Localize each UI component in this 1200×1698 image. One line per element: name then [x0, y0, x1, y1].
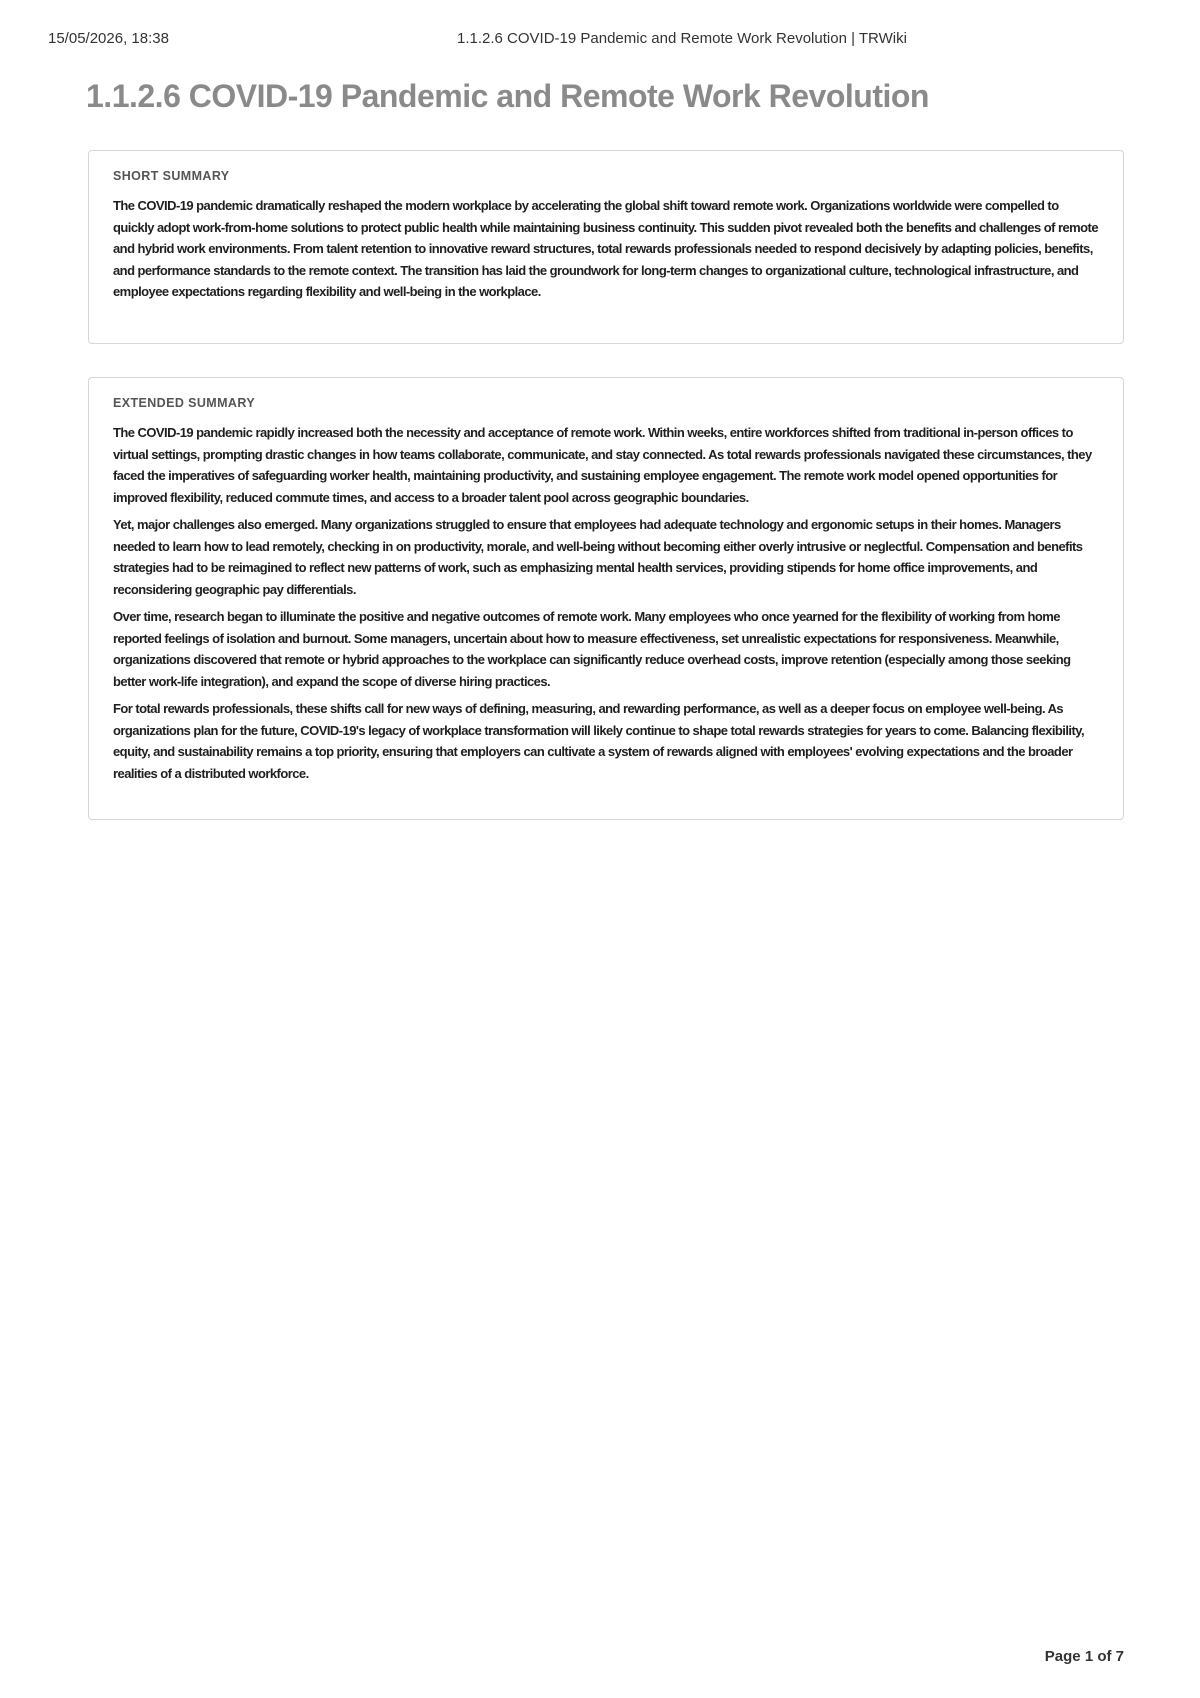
print-header [48, 30, 1152, 50]
extended-summary-card [88, 377, 1124, 820]
short-summary-card [88, 150, 1124, 344]
extended-summary-paragraph: Yet, major challenges also emerged. Many organizations struggled to ensure that employees had adequate technology and ergonomic setups in their homes. Managers needed to learn how to lead remotely, checking in on productivity, morale, and well-being without becoming either overly intrusive or neglectful. Compensation and benefits strategies had to be reimagined to reflect new patterns of work, such as emphasizing mental health services, providing stipends for home office improvements, and reconsidering geographic pay differentials. [113, 517, 1083, 597]
print-document-title: 1.1.2.6 COVID-19 Pandemic and Remote Work Revolution | TRWiki [457, 30, 907, 47]
short-summary-paragraph: The COVID-19 pandemic dramatically reshaped the modern workplace by accelerating the global shift toward remote work. Organizations worldwide were compelled to quickly adopt work-from-home solutions to protect public health while maintaining business continuity. This sudden pivot revealed both the benefits and challenges of remote and hybrid work environments. From talent retention to innovative reward structures, total rewards professionals needed to respond decisively by adapting policies, benefits, and performance standards to the remote context. The transition has laid the groundwork for long-term changes to organizational culture, technological infrastructure, and employee expectations regarding flexibility and well-being in the workplace. [113, 198, 1099, 299]
extended-summary-paragraph: Over time, research began to illuminate the positive and negative outcomes of remote work. Many employees who once yearned for the flexibility of working from home reported feelings of isolation and burnout. Some managers, uncertain about how to measure effectiveness, set unrealistic expectations for responsiveness. Meanwhile, organizations discovered that remote or hybrid approaches to the workplace can significantly reduce overhead costs, improve retention (especially among those seeking better work-life integration), and expand the scope of diverse hiring practices. [113, 609, 1071, 689]
extended-summary-paragraph: For total rewards professionals, these shifts call for new ways of defining, measuring, and rewarding performance, as well as a deeper focus on employee well-being. As organizations plan for the future, COVID-19's legacy of workplace transformation will likely continue to shape total rewards strategies for years to come. Balancing flexibility, equity, and sustainability remains a top priority, ensuring that employers can cultivate a system of rewards aligned with employees' evolving expectations and the broader realities of a distributed workforce. [113, 701, 1085, 781]
page-title: 1.1.2.6 COVID-19 Pandemic and Remote Work Revolution [86, 78, 929, 114]
extended-summary-heading: EXTENDED SUMMARY [113, 396, 256, 410]
page-number: Page 1 of 7 [1044, 1648, 1124, 1665]
print-datetime: 15/05/2026, 18:38 [48, 30, 169, 47]
short-summary-heading: SHORT SUMMARY [113, 169, 230, 183]
extended-summary-paragraph: The COVID-19 pandemic rapidly increased both the necessity and acceptance of remote work. Within weeks, entire workforces shifted from traditional in-person offices to virtual settings, prompting drastic changes in how teams collaborate, communicate, and stay connected. As total rewards professionals navigated these circumstances, they faced the imperatives of safeguarding worker health, maintaining productivity, and sustaining employee engagement. The remote work model opened opportunities for improved flexibility, reduced commute times, and access to a broader talent pool across geographic boundaries. [113, 425, 1092, 505]
